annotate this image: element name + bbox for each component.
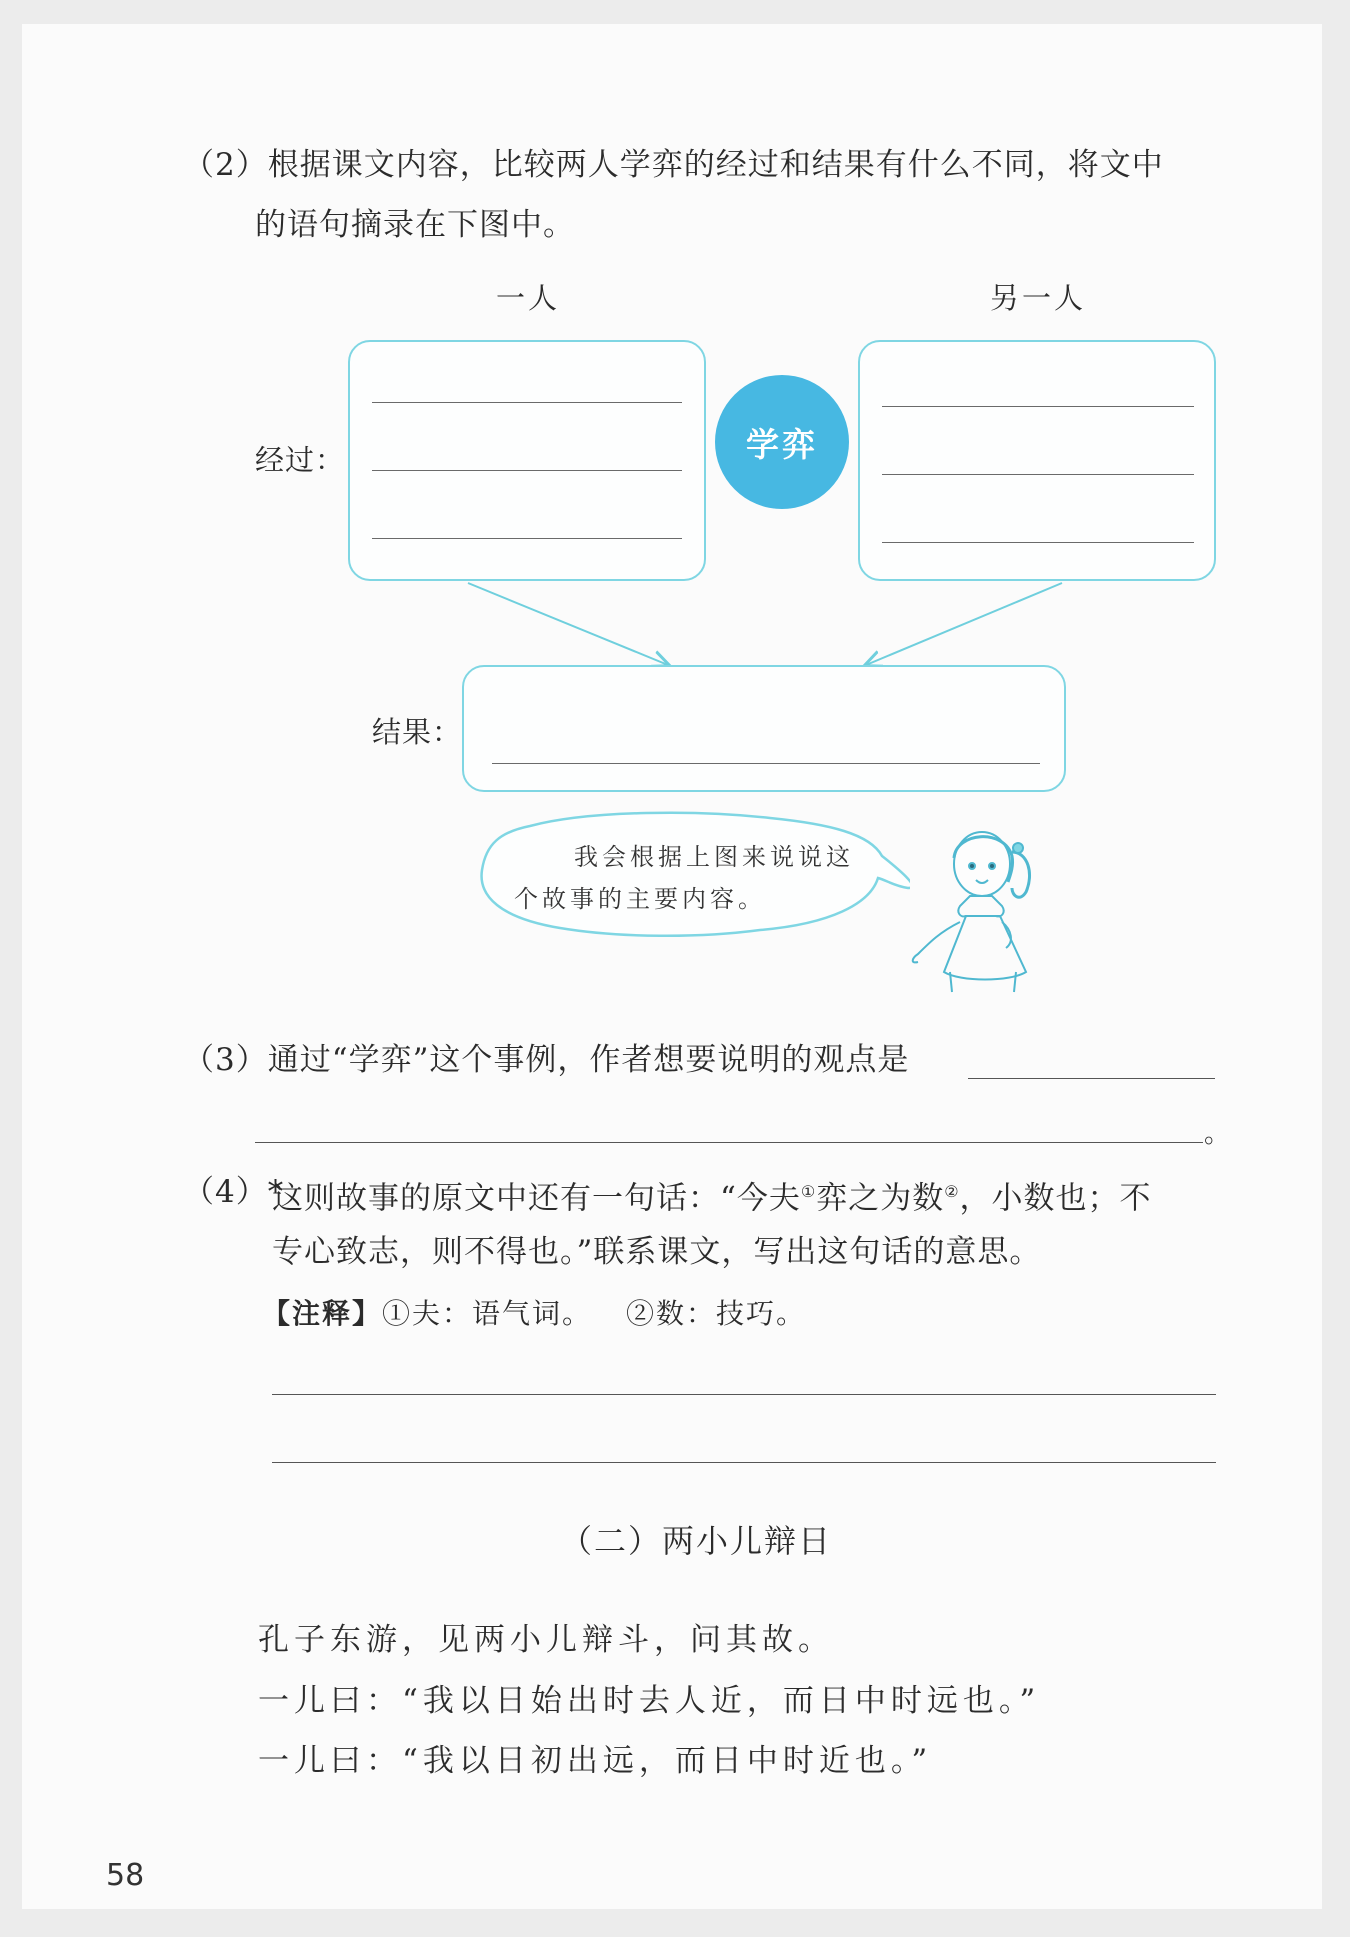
question-3-text: （3）通过“学弈”这个事例，作者想要说明的观点是: [183, 1042, 910, 1078]
question-4-answer-line-2[interactable]: [272, 1462, 1216, 1463]
passage-line-3: 一儿曰：“我以日初出远，而日中时近也。”: [258, 1743, 933, 1779]
annotation-heading: 【注释】: [262, 1297, 383, 1330]
question-2-line-1: （2）根据课文内容，比较两人学弈的经过和结果有什么不同，将文中: [183, 147, 1164, 183]
passage-line-2: 一儿曰：“我以日始出时去人近，而日中时远也。”: [258, 1683, 1041, 1719]
question-4-text-a: 这则故事的原文中还有一句话：“今夫: [272, 1180, 801, 1217]
annotation-row: [262, 1292, 806, 1332]
result-box: [462, 665, 1066, 792]
study-chess-circle: 学弈: [715, 375, 849, 509]
question-4-text-c: ，小数也；不: [959, 1180, 1152, 1217]
footnote-ref-1: ①: [800, 1182, 817, 1201]
speech-bubble-line-2: 个故事的主要内容。: [514, 885, 766, 913]
question-4-prefix: （4）*: [183, 1174, 285, 1210]
result-label: 结果：: [372, 715, 463, 749]
arrow-left: [468, 583, 668, 665]
question-3-answer-line-2[interactable]: [255, 1142, 1203, 1143]
footnote-ref-2: ②: [944, 1182, 960, 1201]
speech-bubble-line-1: 我会根据上图来说说这: [574, 843, 854, 871]
person-a-label: 一人: [496, 281, 561, 315]
question-4-line-2: 专心致志，则不得也。”联系课文，写出这句话的意思。: [272, 1234, 1042, 1270]
annotation-2: ②数：技巧。: [626, 1297, 807, 1330]
question-4-text-b: 弈之为数: [816, 1180, 945, 1217]
arrow-right: [866, 583, 1062, 665]
question-4-answer-line-1[interactable]: [272, 1394, 1216, 1395]
section-2-title: （二）两小儿辩日: [560, 1522, 833, 1560]
girl-illustration: [900, 822, 1050, 1002]
person-b-label: 另一人: [990, 281, 1087, 315]
question-4-line-1: [272, 1172, 1152, 1218]
question-3-answer-line-1[interactable]: [968, 1078, 1215, 1079]
page-number: 58: [106, 1858, 145, 1893]
answer-line[interactable]: [492, 763, 1040, 764]
question-2-line-2: 的语句摘录在下图中。: [255, 207, 575, 243]
question-3-end-punct: 。: [1204, 1119, 1232, 1149]
process-label: 经过：: [255, 443, 346, 477]
passage-line-1: 孔子东游，见两小儿辩斗，问其故。: [258, 1622, 834, 1658]
annotation-1: ①夫：语气词。: [382, 1297, 593, 1330]
